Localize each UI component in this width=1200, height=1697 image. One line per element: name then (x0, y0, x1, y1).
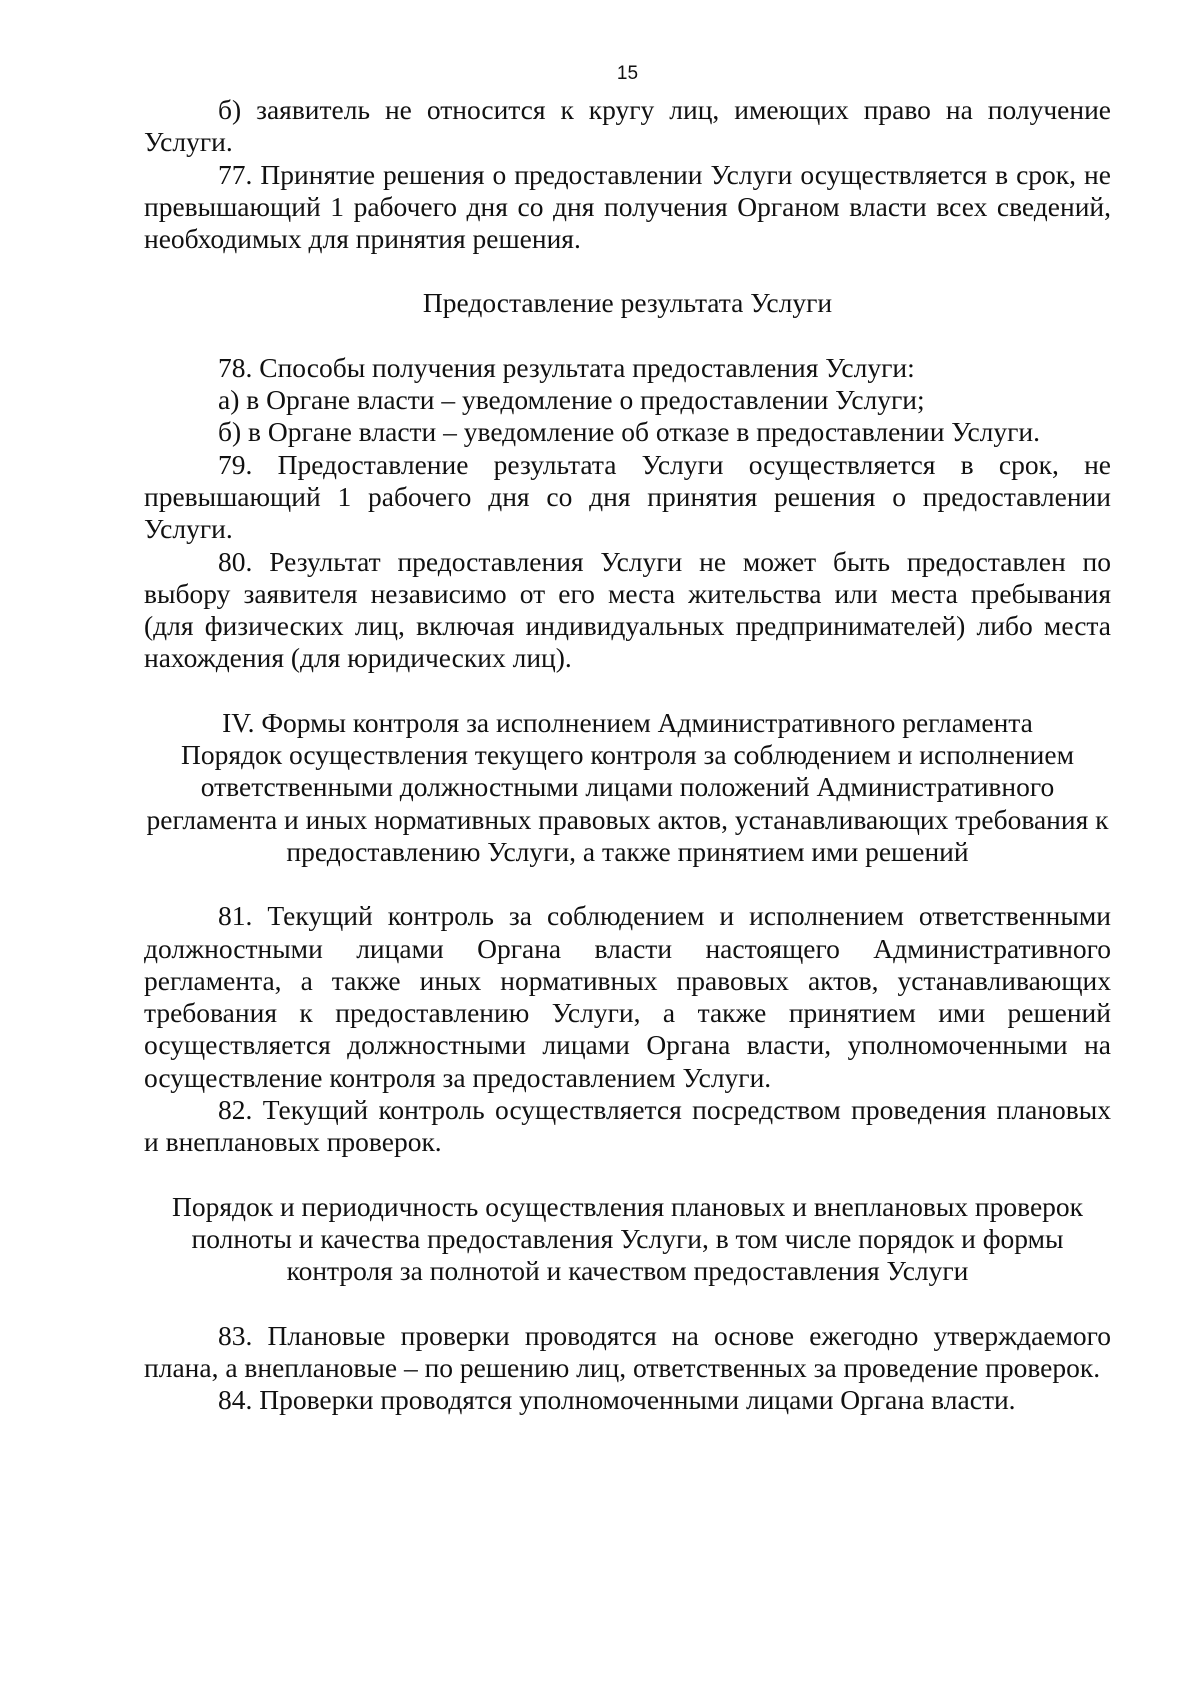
spacer (144, 255, 1111, 287)
heading-result-provision: Предоставление результата Услуги (422, 287, 833, 319)
paragraph-80: 80. Результат предоставления Услуги не может быть предоставлен по выбору заявителя независимо от его места жительства или места пребывания (для физических лиц, включая индивидуальных предпринимателей) либо места нахождения (для юридических лиц). (144, 545, 1111, 674)
paragraph-b-applicant: б) заявитель не относится к кругу лиц, имеющих право на получение Услуги. (144, 94, 1111, 158)
spacer (144, 320, 1111, 352)
paragraph-79: 79. Предоставление результата Услуги осуществляется в срок, не превышающий 1 рабочего дня со дня принятия решения о предоставлении Услуги. (144, 448, 1111, 545)
page-number: 15 (616, 63, 639, 84)
document-page (144, 62, 1111, 1416)
paragraph-78-a: а) в Органе власти – уведомление о предоставлении Услуги; (218, 384, 925, 416)
spacer (144, 1159, 1111, 1191)
heading-inspections: Порядок и периодичность осуществления плановых и внеплановых проверок полноты и качества предоставления Услуги, в том числе порядок и формы контроля за полнотой и качеством предоставления Услуги (171, 1190, 1084, 1287)
spacer (144, 675, 1111, 707)
paragraph-78-b: б) в Органе власти – уведомление об отказе в предоставлении Услуги. (218, 416, 1041, 448)
heading-section-4: IV. Формы контроля за исполнением Административного регламента (222, 706, 1033, 738)
paragraph-78: 78. Способы получения результата предоставления Услуги: (218, 351, 915, 383)
spacer (144, 1288, 1111, 1320)
paragraph-81: 81. Текущий контроль за соблюдением и исполнением ответственными должностными лицами Органа власти настоящего Административного регламента, а также иных нормативных правовых актов, устанавливающих требования к предоставлению Услуги, а также принятием ими решений осуществляется должностными лицами Органа власти, уполномоченными на осуществление контроля за предоставлением Услуги. (144, 900, 1111, 1093)
paragraph-83: 83. Плановые проверки проводятся на основе ежегодно утверждаемого плана, а внеплановые – по решению лиц, ответственных за проведение проверок. (144, 1319, 1111, 1383)
paragraph-77: 77. Принятие решения о предоставлении Услуги осуществляется в срок, не превышающий 1 рабочего дня со дня получения Органом власти всех сведений, необходимых для принятия решения. (144, 158, 1111, 255)
heading-current-control: Порядок осуществления текущего контроля за соблюдением и исполнением ответственными должностными лицами положений Административного регламента и иных нормативных правовых актов, устанавливающих требования к предоставлению Услуги, а также принятием ими решений (146, 739, 1109, 867)
paragraph-84: 84. Проверки проводятся уполномоченными лицами Органа власти. (218, 1384, 1016, 1416)
paragraph-82: 82. Текущий контроль осуществляется посредством проведения плановых и внеплановых проверок. (144, 1094, 1111, 1158)
spacer (144, 868, 1111, 900)
